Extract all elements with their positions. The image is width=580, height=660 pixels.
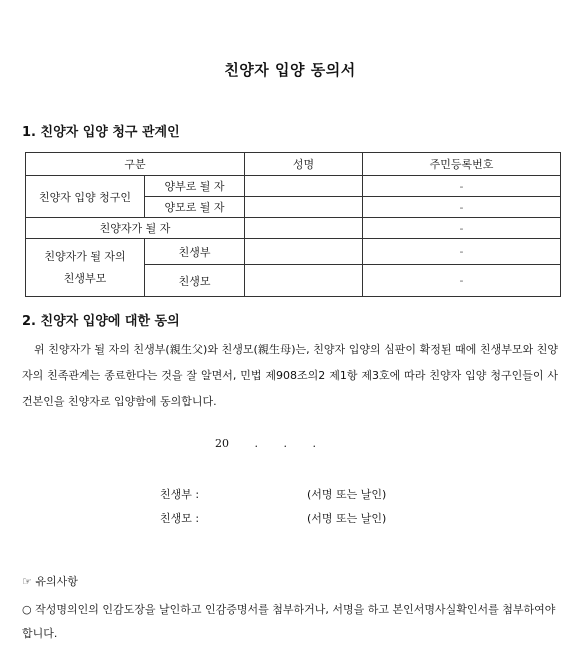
table-row — [26, 218, 561, 239]
table-header-row — [26, 153, 561, 176]
birth-parents-group-label — [26, 239, 145, 297]
adoptive-father-label: 양부로 될 자 — [145, 176, 245, 197]
adoptive-mother-label: 양모로 될 자 — [145, 197, 245, 218]
birth-father-label: 친생부 — [145, 239, 245, 265]
caution-heading: ☞ 유의사항 — [22, 575, 78, 588]
table-row — [26, 176, 561, 197]
child-name-cell[interactable] — [245, 218, 363, 239]
birth-father-name-cell[interactable] — [245, 239, 363, 265]
section1-heading: 1. 친양자 입양 청구 관계인 — [22, 125, 180, 140]
birth-mother-resident-cell[interactable]: - — [363, 265, 561, 297]
adoptive-father-resident-cell[interactable]: - — [363, 176, 561, 197]
birth-father-resident-cell[interactable]: - — [363, 239, 561, 265]
birth-mother-label: 친생모 — [145, 265, 245, 297]
header-name: 성명 — [245, 153, 363, 176]
child-resident-cell[interactable]: - — [363, 218, 561, 239]
birth-mother-sign-hint[interactable]: (서명 또는 날인) — [307, 512, 387, 525]
adoptive-father-name-cell[interactable] — [245, 176, 363, 197]
birth-mother-sign-label: 친생모 : — [160, 512, 200, 525]
claimant-group-label: 친양자 입양 청구인 — [26, 176, 145, 218]
birth-parents-group-line2: 친생부모 — [63, 271, 107, 285]
adoptive-mother-resident-cell[interactable]: - — [363, 197, 561, 218]
birth-father-sign-label: 친생부 : — [160, 488, 200, 501]
document-title: 친양자 입양 동의서 — [224, 61, 356, 79]
table-row — [26, 239, 561, 265]
relation-table — [25, 152, 561, 297]
birth-father-sign-hint[interactable]: (서명 또는 날인) — [307, 488, 387, 501]
header-category: 구분 — [26, 153, 245, 176]
child-label: 친양자가 될 자 — [26, 218, 245, 239]
section2-heading: 2. 친양자 입양에 대한 동의 — [22, 314, 180, 329]
caution-text: ○ 작성명의인의 인감도장을 날인하고 인감증명서를 첨부하거나, 서명을 하고 본인서명사실확인서를 첨부하여야 합니다. — [22, 603, 556, 640]
consent-paragraph — [22, 337, 558, 415]
header-resident-no: 주민등록번호 — [363, 153, 561, 176]
birth-mother-name-cell[interactable] — [245, 265, 363, 297]
date-line[interactable]: 20 . . . — [215, 437, 316, 450]
consent-text: 위 친양자가 될 자의 친생부(親生父)와 친생모(親生母)는, 친양자 입양의 심판이 확정된 때에 친생부모와 친양자의 친족관계는 종료한다는 것을 잘 알면서, 민법 제908조의2 제1항 제3호에 따라 친양자 입양 청구인들이 사건본인을 친양자로 입양함에 동의합니다. — [22, 343, 558, 408]
adoptive-mother-name-cell[interactable] — [245, 197, 363, 218]
birth-parents-group-line1: 친양자가 될 자의 — [44, 249, 126, 263]
